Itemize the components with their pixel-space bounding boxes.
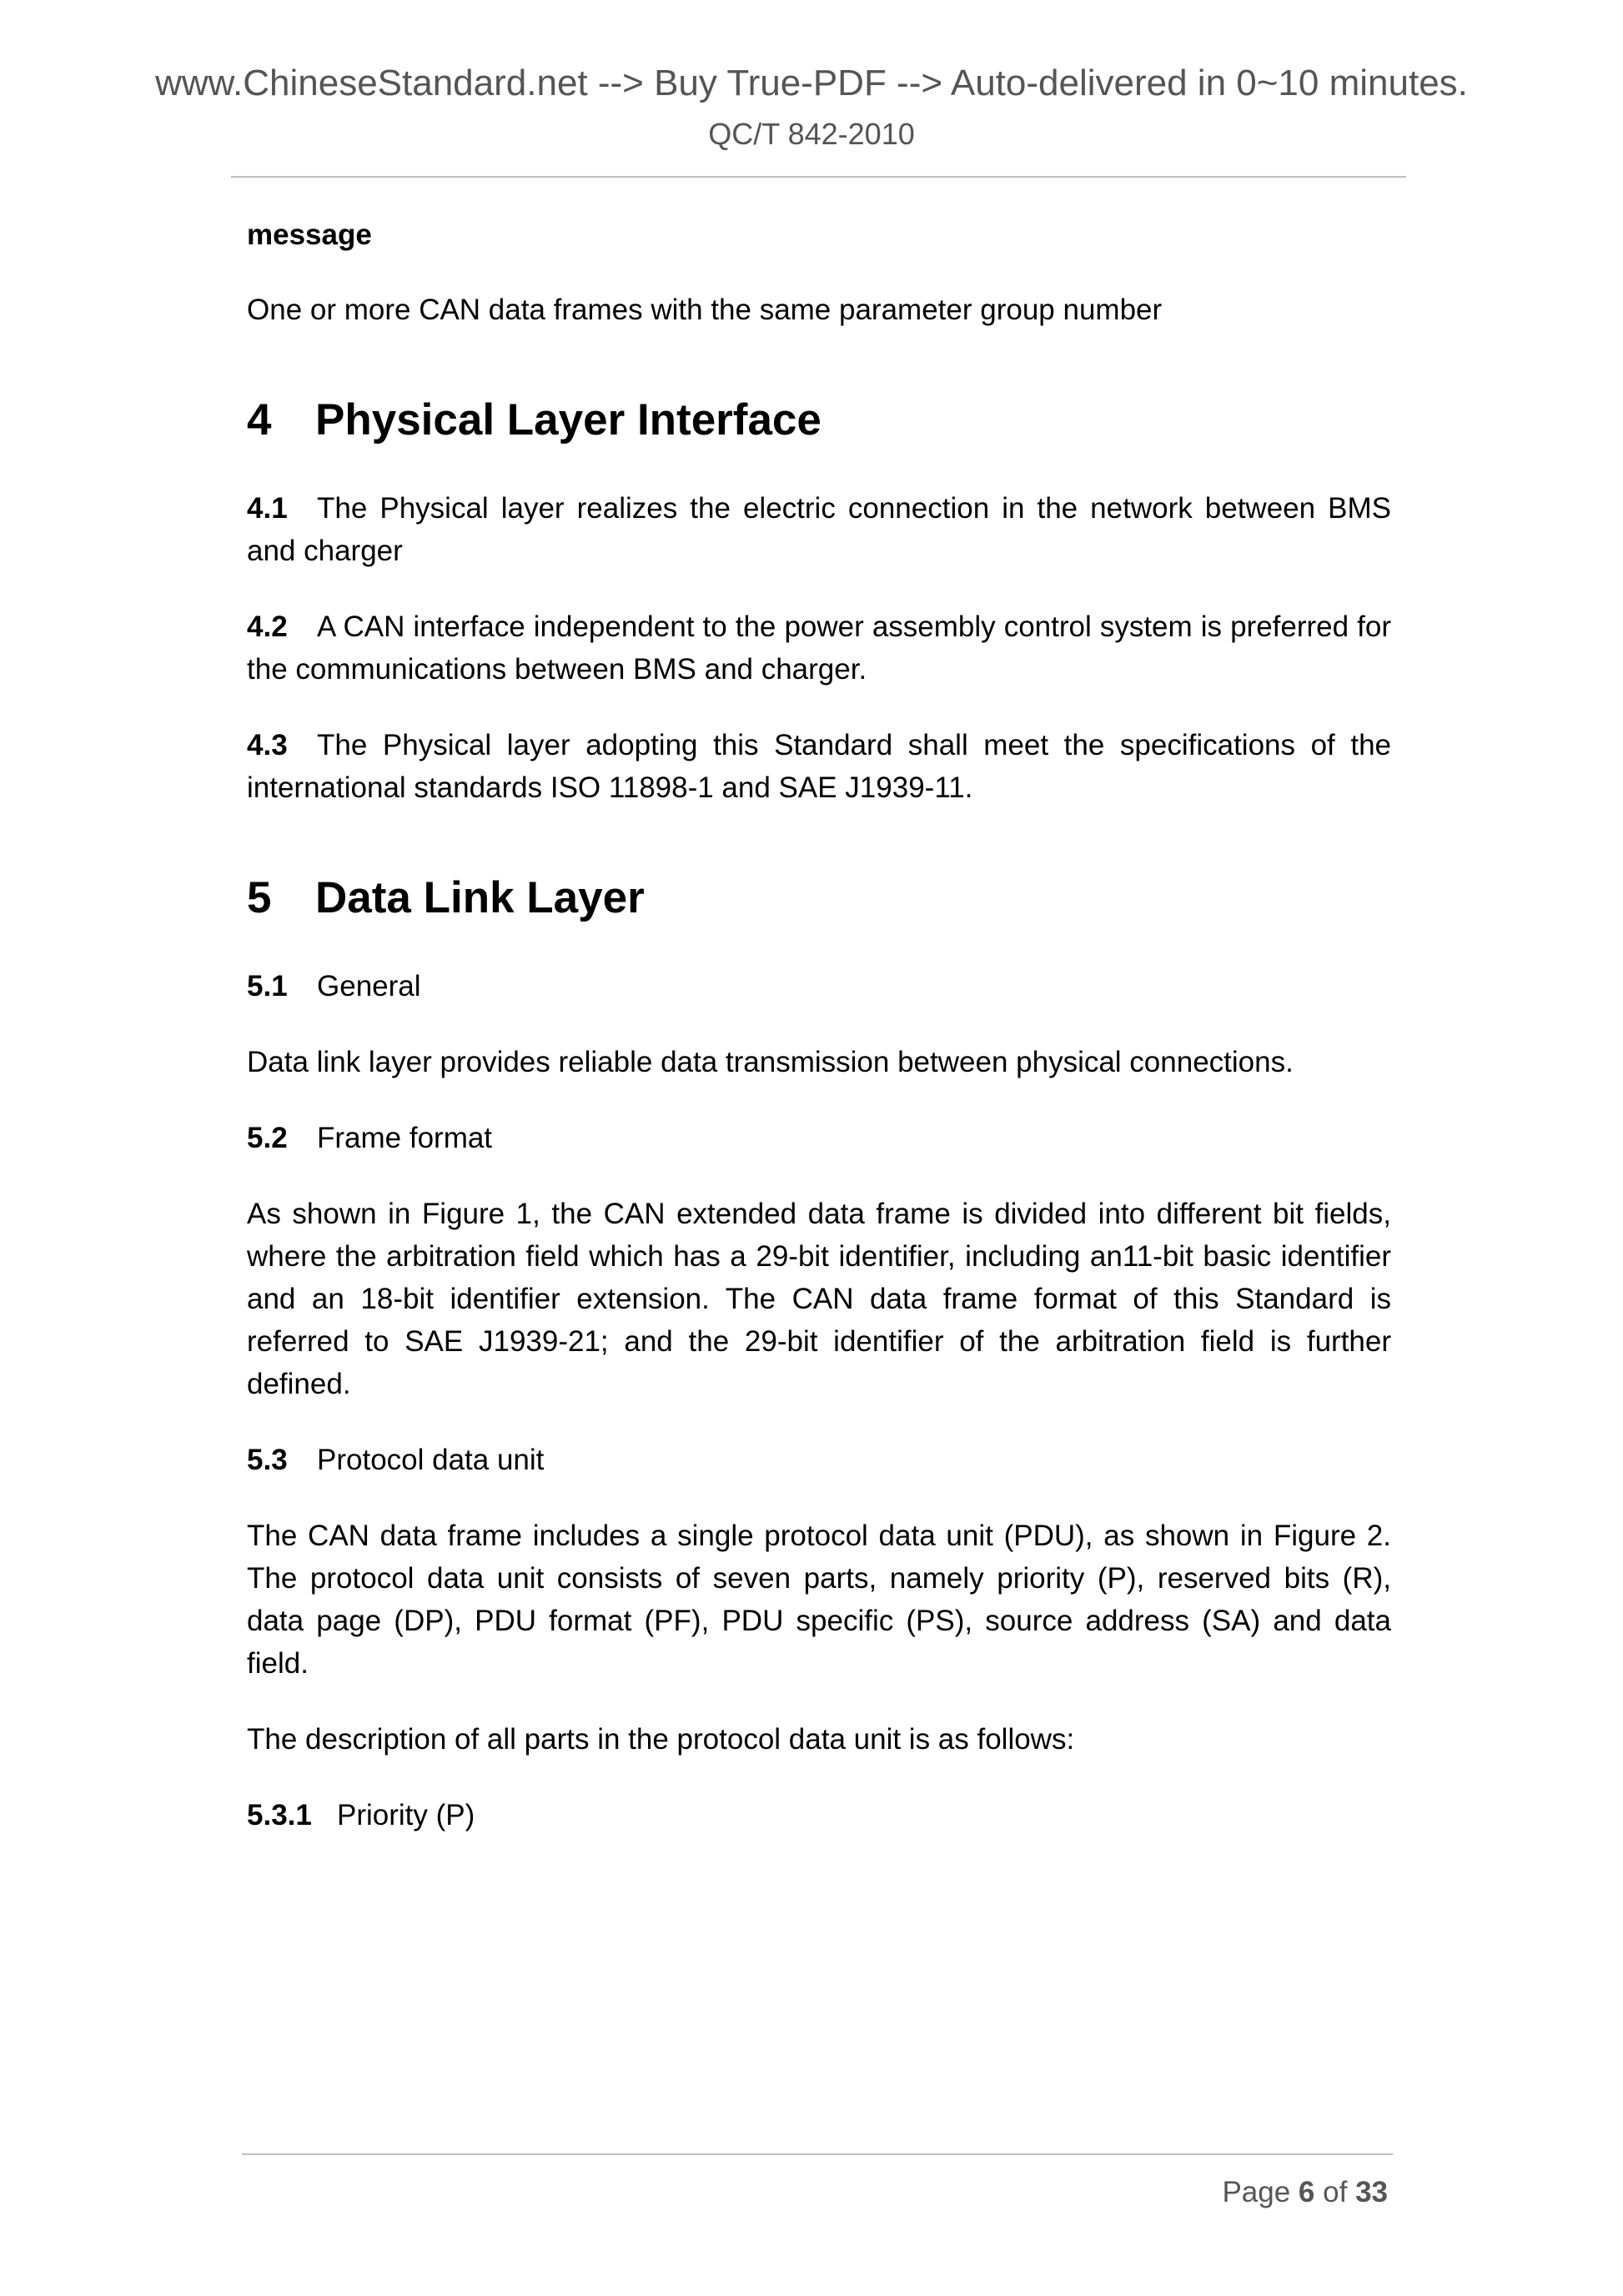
section-4-number: 4 [247,395,272,445]
section-4-title: Physical Layer Interface [315,395,822,445]
footer-divider [242,2153,1393,2155]
clause-text: A CAN interface independent to the power assembly control system is preferred for the communications between BMS and charger. [247,610,1391,686]
clause-4-3 [247,724,1391,809]
clause-number: 4.2 [247,610,288,643]
clause-5-1-text: Data link layer provides reliable data transmission between physical connections. [247,1046,1294,1078]
clause-text: The Physical layer realizes the electric connection in the network between BMS and charger [247,492,1391,567]
clause-title: Priority (P) [337,1799,475,1831]
site-banner: www.ChineseStandard.net --> Buy True-PDF --> Auto-delivered in 0~10 minutes. [155,63,1468,103]
clause-5-3-heading [247,1439,1391,1481]
clause-4-2 [247,605,1391,691]
clause-title: Protocol data unit [317,1444,545,1476]
clause-5-3-text: The CAN data frame includes a single protocol data unit (PDU), as shown in Figure 2. The protocol data unit consists of seven parts, namely priority (P), reserved bits (R), data page (DP), PDU format (PF), PDU specific (PS), source address (SA) and data field. [247,1520,1391,1680]
header-divider [231,176,1406,178]
page-number [1222,2175,1388,2210]
section-5-title: Data Link Layer [315,873,645,922]
clause-5-3-1-heading [247,1794,1391,1836]
clause-5-2-text: As shown in Figure 1, the CAN extended data frame is divided into different bit fields, where the arbitration field which has a 29-bit identifier, including an11-bit basic identifier and an 18-bit identifier extension. The CAN data frame format of this Standard is referred to SAE J1939-21; and the 29-bit identifier of the arbitration field is further defined. [247,1198,1391,1400]
page-prefix: Page [1222,2176,1291,2208]
clause-number: 5.1 [247,970,288,1002]
clause-text: The Physical layer adopting this Standard shall meet the specifications of the international standards ISO 11898-1 and SAE J1939-11. [247,729,1391,804]
section-5-number: 5 [247,873,272,922]
standard-code: QC/T 842-2010 [708,117,915,151]
definition-text: One or more CAN data frames with the same parameter group number [247,294,1163,326]
section-4-heading [247,394,1391,447]
clause-4-1 [247,487,1391,572]
clause-5-2-heading [247,1117,1391,1159]
clause-title: General [317,970,421,1002]
definition-term: message [247,219,372,251]
section-5-heading [247,872,1391,925]
clause-number: 5.2 [247,1122,288,1154]
page-current: 6 [1298,2176,1315,2208]
clause-number: 5.3 [247,1444,288,1476]
document-body [247,214,1391,1836]
clause-5-3-intro: The description of all parts in the protocol data unit is as follows: [247,1723,1075,1756]
clause-number: 5.3.1 [247,1799,312,1831]
clause-title: Frame format [317,1122,493,1154]
page-total: 33 [1355,2176,1388,2208]
clause-number: 4.1 [247,492,288,525]
page-of: of [1323,2176,1348,2208]
clause-5-1-heading [247,965,1391,1007]
clause-number: 4.3 [247,729,288,761]
